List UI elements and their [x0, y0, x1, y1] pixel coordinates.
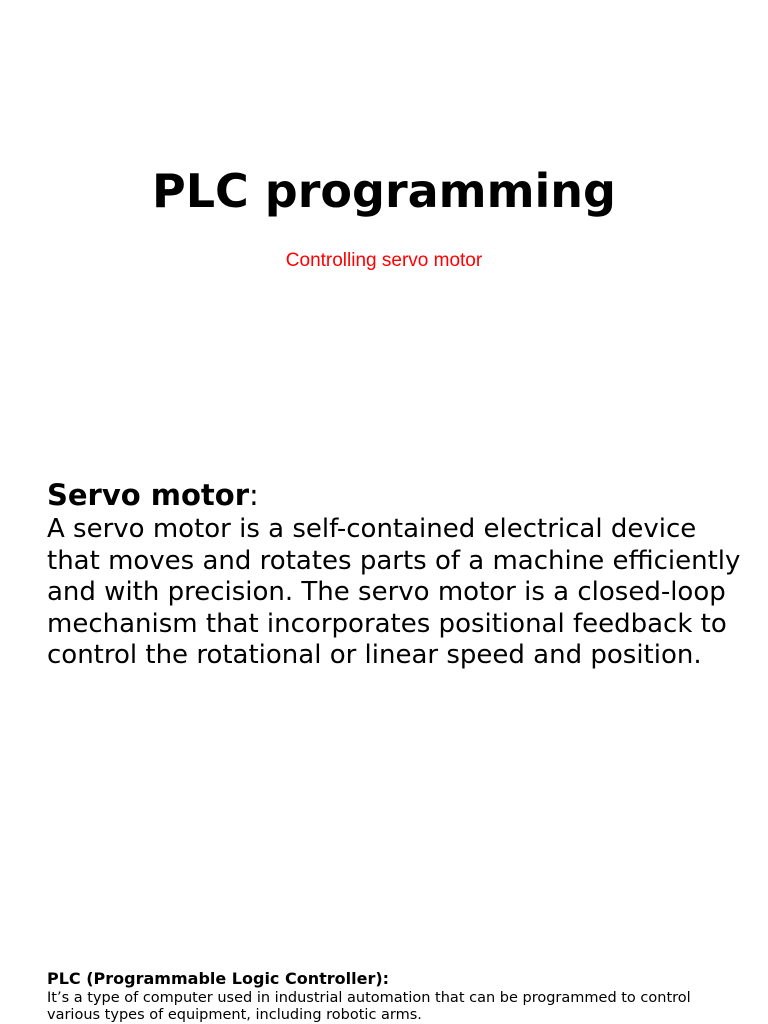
plc-section [47, 968, 747, 1024]
plc-definition: It’s a type of computer used in industrial automation that can be programmed to control various types of equipment, including robotic arms. [47, 990, 691, 1023]
page-subtitle: Controlling servo motor [285, 250, 483, 271]
plc-heading: PLC (Programmable Logic Controller): [47, 969, 390, 988]
servo-motor-heading [47, 476, 747, 514]
servo-motor-definition: A servo motor is a self-contained electrical device that moves and rotates parts of a machine efficiently and with precision. The servo motor is a closed-loop mechanism that incorporates positional feedback to control the rotational or linear speed and position. [47, 514, 741, 670]
page-title: PLC programming [152, 164, 616, 218]
servo-motor-term: Servo motor [47, 478, 250, 512]
servo-motor-colon: : [249, 478, 259, 512]
servo-motor-section [47, 476, 747, 672]
